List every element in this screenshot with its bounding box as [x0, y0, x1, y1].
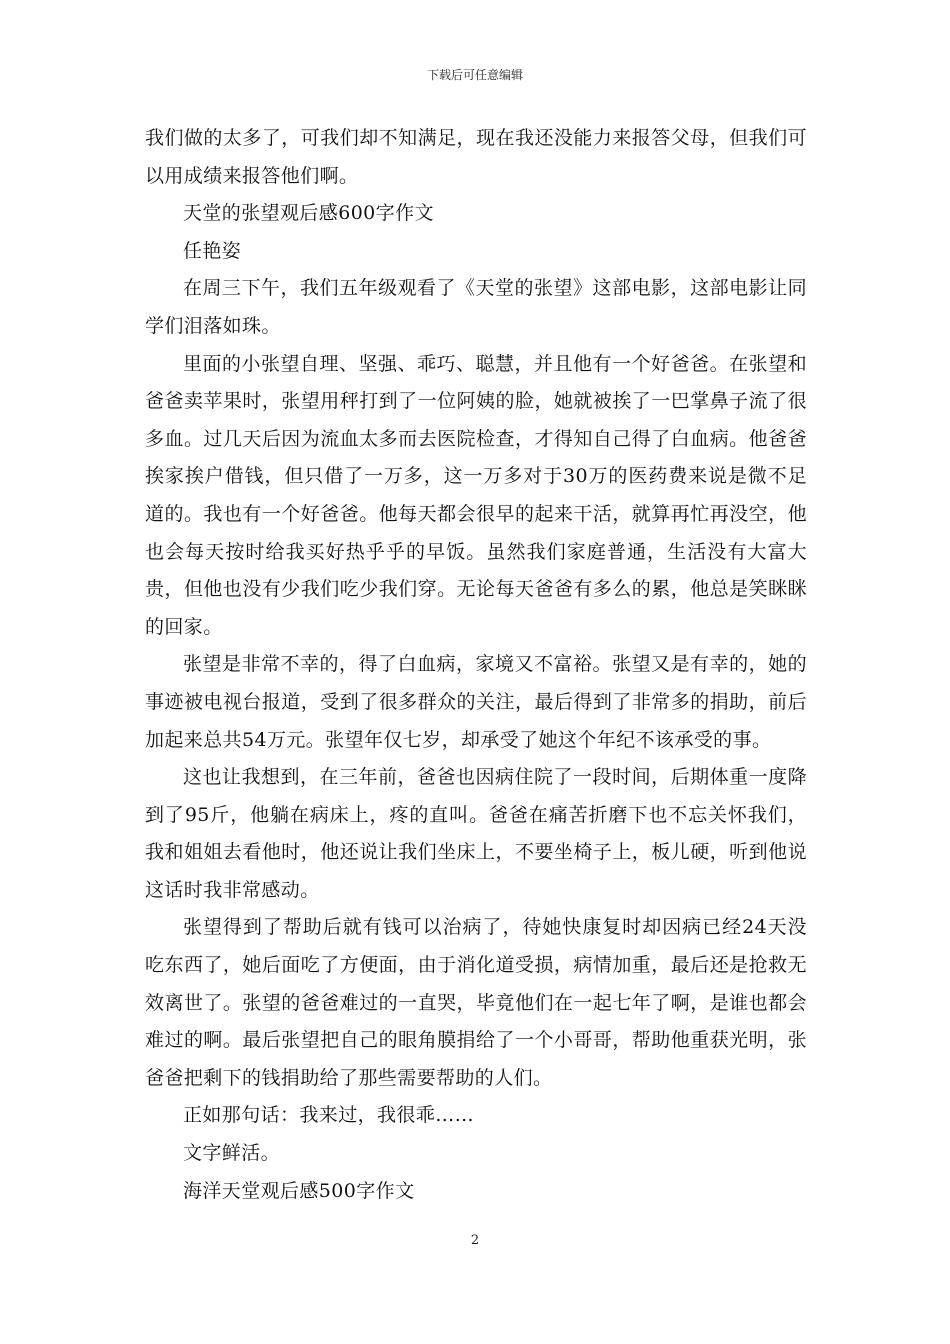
paragraph: 正如那句话：我来过，我很乖…… — [183, 1104, 475, 1127]
paragraph: 在周三下午，我们五年级观看了《天堂的张望》这部电影，这部电影让同学们泪落如珠。 — [145, 277, 807, 337]
page-number: 2 — [470, 1233, 480, 1248]
paragraph: 这也让我想到，在三年前，爸爸也因病住院了一段时间，后期体重一度降到了95斤，他躺在病床上，疼的直叫。爸爸在痛苦折磨下也不忘关怀我们，我和姐姐去看他时，他还说让我们坐床上，不要坐椅子上，板儿硬，听到他说这话时我非常感动。 — [145, 766, 807, 901]
paragraph: 张望是非常不幸的，得了白血病，家境又不富裕。张望又是有幸的，她的事迹被电视台报道，受到了很多群众的关注，最后得到了非常多的捐助，前后加起来总共54万元。张望年仅七岁，却承受了她这个年纪不该承受的事。 — [145, 653, 807, 751]
page-header: 下载后可任意编辑 — [426, 68, 523, 82]
paragraph: 里面的小张望自理、坚强、乖巧、聪慧，并且他有一个好爸爸。在张望和爸爸卖苹果时，张望用秤打到了一位阿姨的脸，她就被挨了一巴掌鼻子流了很多血。过几天后因为流血太多而去医院检查，才得知自己得了白血病。他爸爸挨家挨户借钱，但只借了一万多，这一万多对于30万的医药费来说是微不足道的。我也有一个好爸爸。他每天都会很早的起来干活，就算再忙再没空，他也会每天按时给我买好热乎乎的早饭。虽然我们家庭普通，生活没有大富大贵，但他也没有少我们吃少我们穿。无论每天爸爸有多么的累，他总是笑眯眯的回家。 — [145, 352, 807, 638]
article-title: 海洋天堂观后感500字作文 — [183, 1179, 415, 1202]
document-body — [145, 120, 807, 1210]
paragraph: 张望得到了帮助后就有钱可以治病了，待她快康复时却因病已经24天没吃东西了，她后面吃了方便面，由于消化道受损，病情加重，最后还是抢救无效离世了。张望的爸爸难过的一直哭，毕竟他们在一起七年了啊，是谁也都会难过的啊。最后张望把自己的眼角膜捐给了一个小哥哥，帮助他重获光明，张爸爸把剩下的钱捐助给了那些需要帮助的人们。 — [145, 916, 807, 1089]
author-name: 任艳姿 — [183, 239, 242, 262]
comment: 文字鲜活。 — [183, 1142, 281, 1165]
paragraph: 我们做的太多了，可我们却不知满足，现在我还没能力来报答父母，但我们可以用成绩来报答他们啊。 — [145, 127, 807, 187]
article-title: 天堂的张望观后感600字作文 — [183, 202, 434, 225]
